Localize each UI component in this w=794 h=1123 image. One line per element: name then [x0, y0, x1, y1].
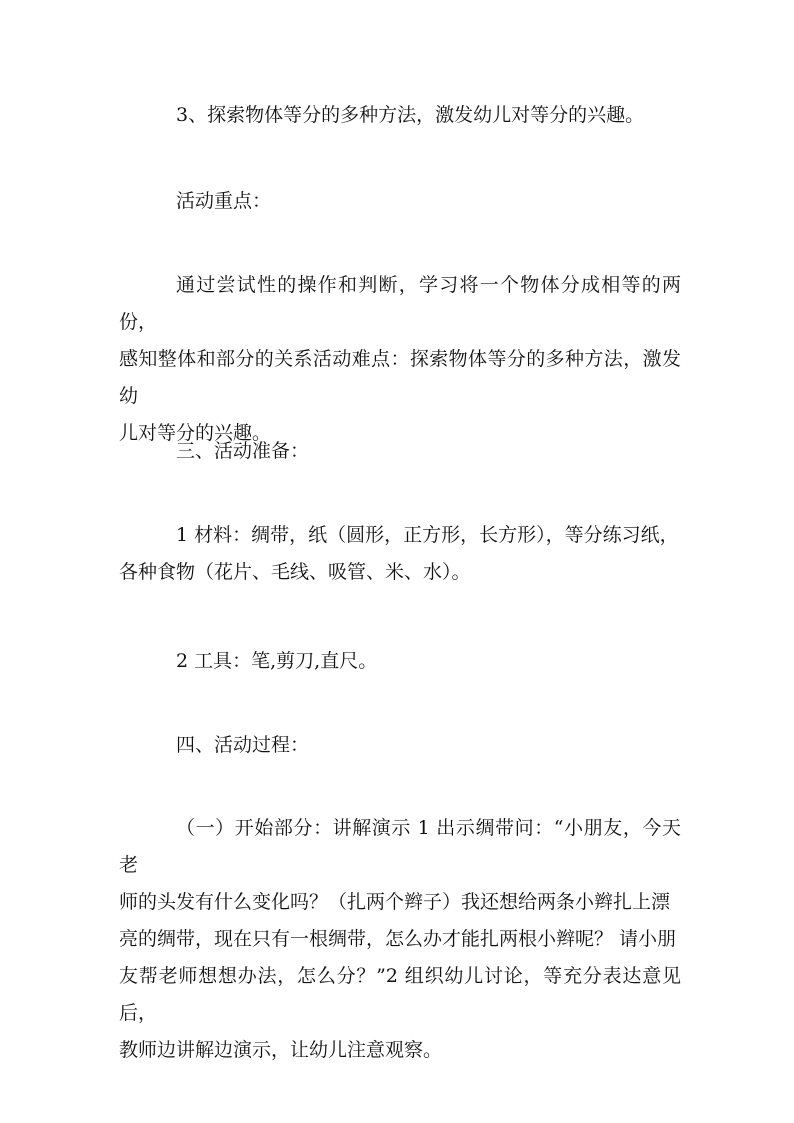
text-line: 3、探索物体等分的多种方法，激发幼儿对等分的兴趣。 — [176, 104, 645, 126]
text-line: 教师边讲解边演示，让幼儿注意观察。 — [119, 1039, 443, 1061]
text-line: 三、活动准备： — [176, 440, 310, 462]
text-line: （一）开始部分：讲解演示 1 出示绸带问：“小朋友，今天老 — [119, 817, 681, 876]
text-line: 2 工具：笔,剪刀,直尺。 — [176, 650, 378, 672]
text-line: 各种食物（花片、毛线、吸管、米、水）。 — [119, 561, 471, 583]
tools-paragraph — [119, 643, 681, 680]
text-line: 儿对等分的兴趣。 — [119, 422, 272, 444]
materials-paragraph — [119, 517, 681, 591]
text-line: 通过尝试性的操作和判断，学习将一个物体分成相等的两份， — [119, 274, 681, 333]
text-line: 感知整体和部分的关系活动难点：探索物体等分的多种方法，激发幼 — [119, 348, 681, 407]
text-line: 师的头发有什么变化吗？（扎两个辫子）我还想给两条小辫扎上漂 — [119, 891, 671, 913]
text-line: 活动重点： — [176, 190, 272, 212]
process-paragraph — [119, 810, 681, 1069]
section-3-heading — [119, 433, 681, 470]
text-line: 亮的绸带，现在只有一根绸带，怎么办才能扎两根小辫呢？ 请小朋 — [119, 928, 677, 950]
text-line: 友帮老师想想办法，怎么分？”2 组织幼儿讨论，等充分表达意见后， — [119, 965, 681, 1024]
key-point-heading — [119, 183, 681, 220]
objective-3-paragraph — [119, 97, 681, 134]
text-line: 四、活动过程： — [176, 734, 310, 756]
text-line: 1 材料：绸带，纸（圆形，正方形，长方形），等分练习纸， — [176, 524, 679, 546]
section-4-heading — [119, 727, 681, 764]
key-point-paragraph — [119, 267, 681, 452]
